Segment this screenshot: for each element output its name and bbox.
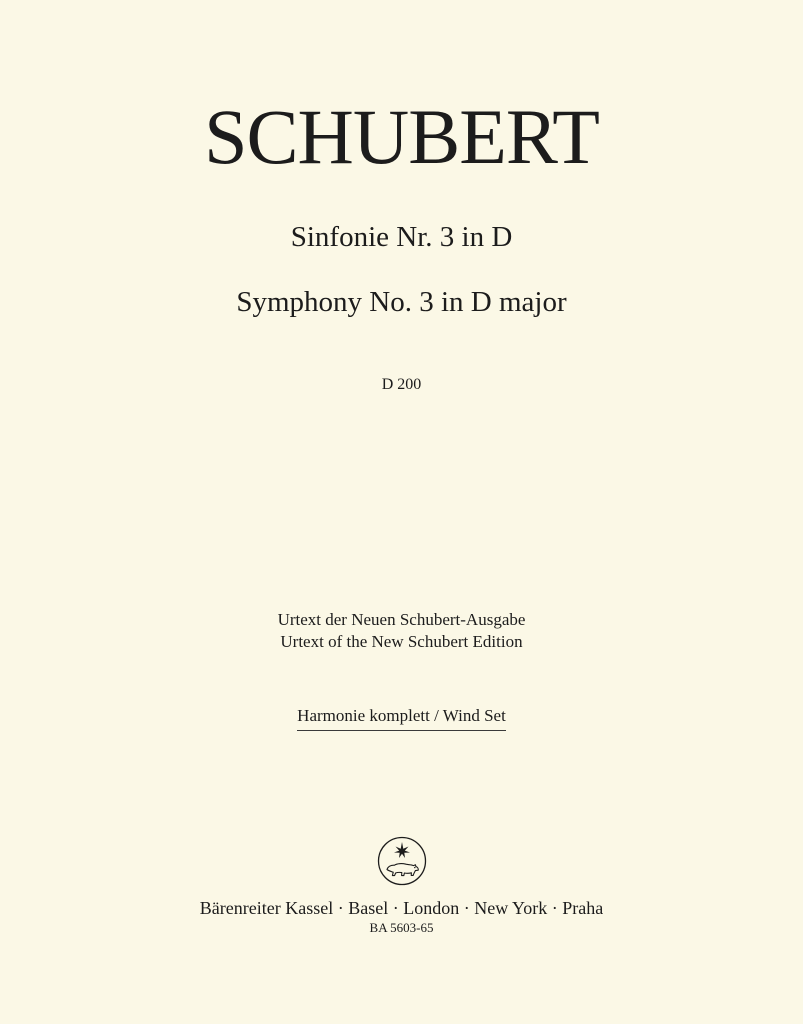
title-english: Symphony No. 3 in D major (236, 286, 567, 318)
edition-block (0, 705, 803, 731)
order-number: BA 5603-65 (369, 920, 434, 935)
urtext-note-german: Urtext der Neuen Schubert-Ausgabe (277, 610, 526, 629)
urtext-note-english: Urtext of the New Schubert Edition (280, 632, 523, 651)
baerenreiter-logo-icon (377, 836, 427, 886)
publisher-line: Bärenreiter Kassel · Basel · London · New York · Praha (199, 898, 604, 918)
catalog-number: D 200 (381, 376, 422, 393)
edition-label: Harmonie komplett / Wind Set (297, 705, 506, 731)
title-german: Sinfonie Nr. 3 in D (290, 221, 513, 253)
composer-name: SCHUBERT (204, 93, 599, 180)
